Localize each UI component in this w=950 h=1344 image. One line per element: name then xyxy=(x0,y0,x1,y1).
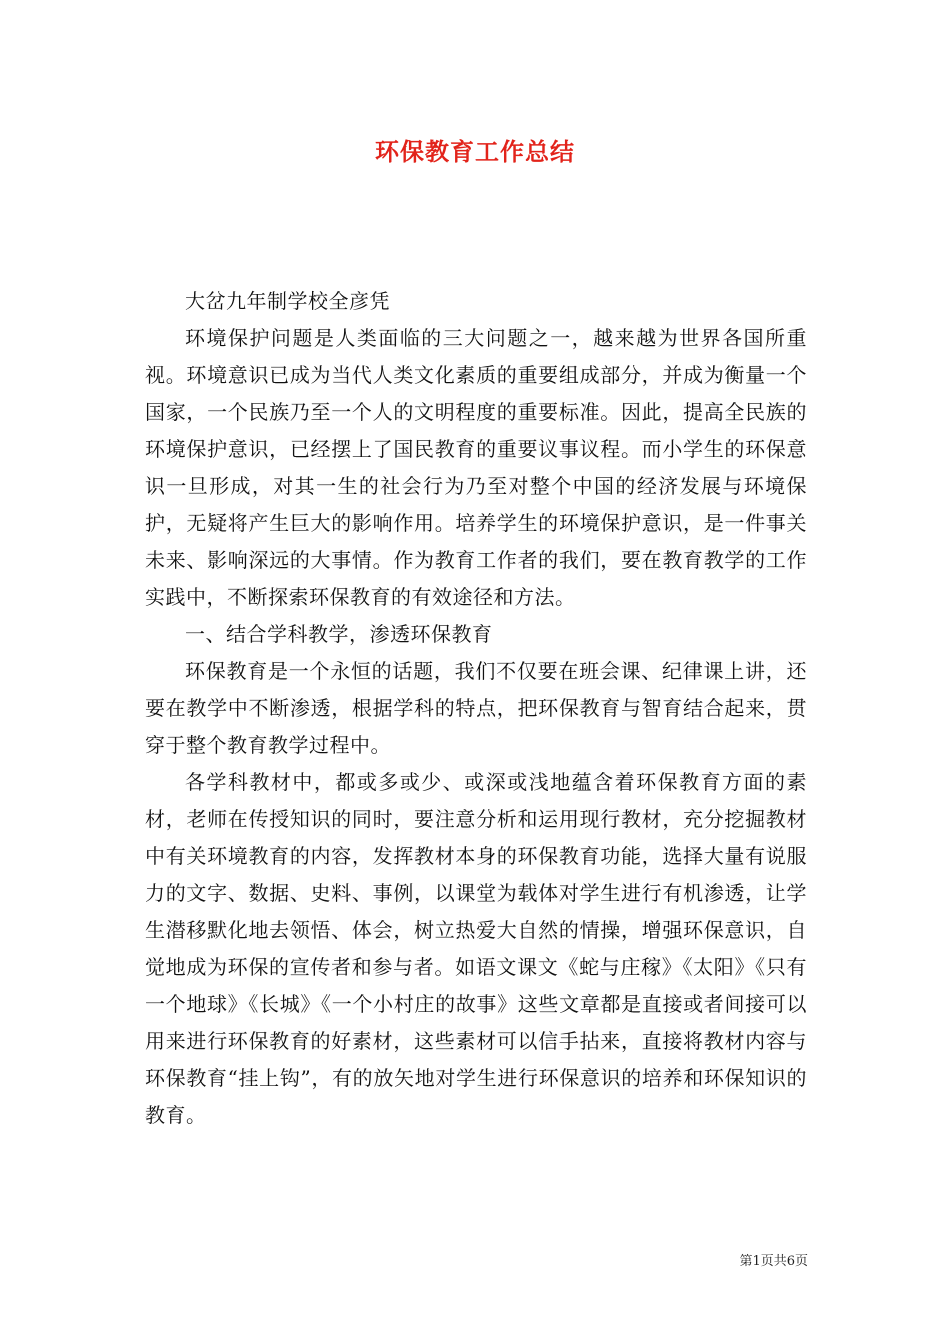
document-title: 环保教育工作总结 xyxy=(375,137,575,166)
document-body xyxy=(145,283,807,1134)
paragraph-intro: 环境保护问题是人类面临的三大问题之一，越来越为世界各国所重视。环境意识已成为当代人类文化素质的重要组成部分，并成为衡量一个国家，一个民族乃至一个人的文明程度的重要标准。因此，提高全民族的环境保护意识，已经摆上了国民教育的重要议事议程。而小学生的环保意识一旦形成，对其一生的社会行为乃至对整个中国的经济发展与环境保护，无疑将产生巨大的影响作用。培养学生的环境保护意识，是一件事关未来、影响深远的大事情。作为教育工作者的我们，要在教育教学的工作实践中，不断探索环保教育的有效途径和方法。 xyxy=(145,326,807,609)
author-line: 大岔九年制学校全彦凭 xyxy=(185,289,390,313)
section-heading: 一、结合学科教学，渗透环保教育 xyxy=(185,622,493,646)
page-number: 第1页共6页 xyxy=(739,1254,808,1269)
paragraph-section-intro: 环保教育是一个永恒的话题，我们不仅要在班会课、纪律课上讲，还要在教学中不断渗透，根据学科的特点，把环保教育与智育结合起来，贯穿于整个教育教学过程中。 xyxy=(145,659,807,757)
paragraph-materials: 各学科教材中，都或多或少、或深或浅地蕴含着环保教育方面的素材，老师在传授知识的同时，要注意分析和运用现行教材，充分挖掘教材中有关环境教育的内容，发挥教材本身的环保教育功能，选择大量有说服力的文字、数据、史料、事例，以课堂为载体对学生进行有机渗透，让学生潜移默化地去领悟、体会，树立热爱大自然的情操，增强环保意识，自觉地成为环保的宣传者和参与者。如语文课文《蛇与庄稼》《太阳》《只有一个地球》《长城》《一个小村庄的故事》这些文章都是直接或者间接可以用来进行环保教育的好素材，这些素材可以信手拈来，直接将教材内容与环保教育“挂上钩”，有的放矢地对学生进行环保意识的培养和环保知识的教育。 xyxy=(145,770,807,1127)
